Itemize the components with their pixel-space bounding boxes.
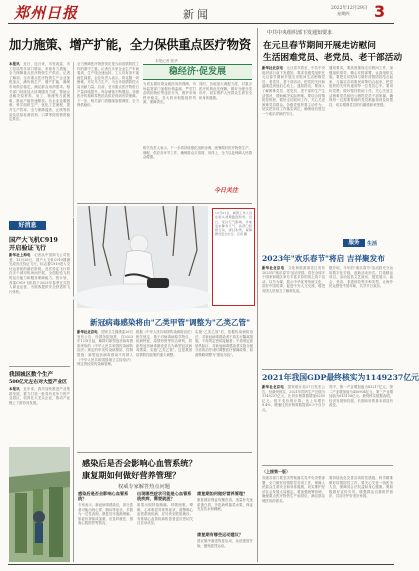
left-rule (9, 366, 70, 367)
feature-q1: 康复期如何做好营养管理？ (197, 491, 248, 496)
page-number: 3 (374, 2, 386, 21)
band-body-col1: 为切实做好群众就医用药保障，市场监管部门加强价格监测，严厉打击哄抬物价等违法行为，维护市场秩序稳定。各大药房积极组织货源，保障供应。 (143, 82, 196, 105)
mid-right-rule (262, 369, 393, 370)
right-headline-1: 在元旦春节期间开展走访慰问 (263, 41, 376, 51)
feature-headline-2: 康复期如何做好营养管理？ (82, 470, 181, 480)
photo-caption-box: 12月27日，城管工作人员在街头清理路面积雪。近日，受冷空气影响，多地迎来降雪天气，各部门积极行动，清扫积雪，保障群众安全出行。记者 摄 (212, 208, 255, 306)
gdp-headline: 2021年我国GDP最终核实为1149237亿元 (262, 373, 419, 382)
c919-body: 新华社上海电 记者从中国商飞公司获悉，12月26日，国产大飞机C919圆满完成首次验证飞行，标志着C919进入交付运营前的最后阶段。此次验证飞行将在多个城市机场间开展，全面检验飞机的运行能力和服务保障能力。按计划，首架C919飞机将于2023年春季正式投入商业运营，为旅客提供安全舒适的飞行体验。 (9, 253, 71, 294)
lead-byline: 本报记者 张华 (155, 59, 178, 63)
right-column-divider (257, 28, 258, 562)
continued-col1: 各级各部门要坚决贯彻落实党中央决策部署，全力做好疫情防控各项工作，保障人民群众生命安全和身体健康，切实维护经济社会发展大局稳定。要加强统筹协调，确保重点医疗物资生产和供应，满足群众就医用药需求。 (262, 476, 325, 503)
bottom-right-rule (262, 465, 393, 466)
left-column-divider (73, 218, 74, 562)
band-body-col2: 同时，各地加大调配力度，对重点医疗机构优先保障，做好分级分类诊疗，切实维护人民群众生命安全和身体健康。 (199, 82, 252, 100)
class-b-col1: 新华社北京电 国家卫生健康委26日发布公告，经国务院批准，自2023年1月8日起，解除对新型冠状病毒感染采取的《中华人民共和国传染病防治法》规定的甲类传染病预防、控制措施；新型冠状病毒感染不再纳入《中华人民共和国国境卫生检疫法》规定的检疫传染病管理。 (77, 330, 133, 367)
lead-bottom-rule (77, 203, 252, 204)
c919-title: 国产大飞机C919 (9, 237, 58, 244)
c919-subtitle: 开启验证飞行 (9, 245, 47, 252)
right-headline-2: 生活困难党员、老党员、老干部活动 (263, 53, 402, 63)
bottom-feature-rule (77, 452, 252, 453)
feature-q2: 康复期有哪些运动建议？ (197, 532, 244, 537)
lead-body-col2: 全力保障医疗物资供应是当前疫情防控工作的重中之重。记者在多家企业生产车间看到，生产线全速运转，工人们有条不紊地忙碌着。企业负责人表示，将克服一切困难，开足马力生产，为全市疫情防控大局贡献力量。目前，全市重点医疗物资日产量持续提升，库存储备不断增加，各级医疗机构和零售药店供应得到有效保障。下一步，相关部门将继续加强调度，全力保供稳价。 (77, 62, 139, 108)
feature-q3: 出现哪些症状可能是心血管系统疾病，需要就医？ (137, 491, 192, 501)
feature-col2: 如果出现持续胸痛、呼吸困难、晕厥、心率明显异常等症状，需警惕心血管系统疾病，应尽快到医院就诊。有基础心血管疾病的患者更应密切关注自身状况。 (137, 503, 193, 526)
continued-col2: 要持续优化完善各项防控措施，科学精准做好疫情防控工作。要关心关爱一线医务人员，保障其合法权益和身心健康。要积极做好宣传引导，增强群众自我防护意识，共同守护好美好家园。 (329, 476, 393, 499)
issue-weekday: 星期四 (337, 11, 350, 16)
city-body: 本报讯 近年来，我市加快推进产业集群发展，着力打造一批具有竞争力的产业园区，培育壮大龙头企业，推动产业链上下游协同发展。 (9, 387, 71, 405)
feature-q4: 感染后是否会影响心血管系统？ (78, 491, 129, 501)
right-top-col2: 通知要求，要高度重视走访慰问工作，加强组织领导，精心安排部署，认真组织实施。要把走访慰问与做好疫情防控结合起来，与落实各项惠民政策结合起来，把党组织的关怀传递到每一位党员心中。要用好党费，做好帮扶救助工作，关心关爱生活困难党员和因公牺牲党员干部家属，确保每一位需要帮助的党员都能得到及时帮扶，切实增强党员的归属感和荣誉感。 (329, 66, 393, 107)
issue-date: 2022年12月29日 (331, 6, 368, 11)
right-top-col1: 新华社北京电 元旦春节将至，中共中央组织部日前下发通知，要求各级党组织在元旦春节期间开展走访慰问生活困难党员、老党员、老干部活动，把党的关怀和温暖送到他们心坎上。通知指出，要深入了解困难党员、老党员、老干部的生产生活情况，帮助解决实际困难。要结合疫情防控形势，做好走访慰问工作，关心关爱困难党员群众。各级党组织要主动作为，切实把各项工作落实到位，确保他们度过一个欢乐祥和的节日。 (262, 66, 326, 116)
lead-body-col1: 本报讯 近日，连日来，市发改委、市工信局等多部门联动，采取有力措施，全力保障重点医疗物资生产供应。记者了解到，全市重点医疗物资生产企业加班加点，满负荷生产，增产扩能，确保市场供应稳定，满足群众用药需求。相关部门持续加大协调服务力度，帮助企业解决原材料、用工、物流等方面困难，推动产能快速释放。各企业克服困难，科学组织生产，优化工艺流程，提升生产效率，全力保障退热、止咳等药品及抗原检测试剂、口罩等防疫物资稳定供应。 (9, 62, 71, 122)
footer-rule (8, 564, 394, 565)
class-b-headline: 新冠病毒感染将由"乙类甲管"调整为"乙类乙管" (90, 318, 251, 327)
spring-festival-col1: 新华社北京电 文化和旅游部近日发布2023年"欢乐春节"活动安排，将在全球多个国家和地区举办丰富多彩的线上线下活动，以节为媒，展示中华优秀传统文化，讲好中国故事，促进中外人文交流，增进各国人民相互了解和友谊。 (262, 266, 326, 293)
band-title: 稳经济·促发展 (168, 67, 227, 77)
service-box-sub: 生活 (367, 241, 378, 247)
feature-col4: 建议循序渐进恢复运动，从低强度开始，避免剧烈运动。 (197, 539, 253, 548)
today-focus-logo: 今日关注 (214, 187, 239, 194)
right-kicker: 中共中央组织部下发通知要求 (267, 30, 333, 36)
feature-col3: 康复期应保证均衡饮食，适量补充优质蛋白质，多吃新鲜蔬菜水果，保证充足饮水和睡眠。 (197, 498, 253, 512)
gdp-col2: 其中，第一产业增加值为83217亿元，第二产业增加值为450904亿元，第三产业增加值为615116亿元。最终核实数据表明，经济发展韧性强，长期向好的基本面没有改变。 (329, 385, 393, 408)
stabilize-economy-band (143, 64, 252, 80)
continued-title: （上接第一版） (262, 469, 290, 474)
service-box-label: 服务 (343, 239, 365, 247)
class-b-col3: 实施"乙类乙管"后，依据传染病防治法，对新冠病毒感染者不再实行隔离措施，不再判定密切接触者；不再划定高低风险区；对新冠病毒感染者实施分级分类收治并适时调整医疗保障政策；检测策略调整为"愿检尽检"。 (195, 330, 253, 357)
snow-worker-photo (77, 206, 208, 308)
lead-headline: 加力施策、增产扩能，全力保供重点医疗物资 (9, 37, 251, 52)
section-title: 新闻 (183, 8, 211, 21)
greenhouse-photo (9, 447, 70, 562)
city-subtitle: 500亿元左右对大型产业区 (9, 379, 67, 385)
band-body-col3: 相关负责人表示，下一步将持续强化组织协调，统筹做好医疗物资生产、调配、供应各环节工作，确保群众买得到、用得上，全力以赴保障人民群众健康。 (143, 146, 252, 160)
class-b-col2: 根据《中华人民共和国传染病防治法》相关规定，基于对病毒病原学特点、疾病特征、疫情形势等综合研判，将新型冠状病毒肺炎更名为新型冠状病毒感染，实施"乙类乙管"。这是我国疫情防控政策的重大调整。 (136, 330, 192, 357)
good-news-box: 好消息 (9, 221, 46, 230)
col-divider (73, 62, 74, 217)
feature-col1: 专家表示，新冠病毒感染后，部分患者可能出现心悸、胸闷等症状，多数为一过性表现，康复后可逐渐缓解。如症状持续或加重，应及时就医，排查心肌损伤等情况。 (78, 503, 133, 526)
spring-festival-headline: 2023年"欢乐春节"将启 吉祥聚发布 (262, 254, 385, 263)
feature-headline-1: 感染后是否会影响心血管系统？ (82, 458, 197, 468)
gdp-col1: 新华社北京电 国家统计局27日发布公告，经最终核实，2021年国内生产总值为1149237亿元，比初步核算数增加6250亿元。按不变价格计算，比上年增长8.4%，增速比初步核算数提高0.3个百分点。 (262, 385, 325, 412)
masthead-rule (8, 23, 394, 24)
feature-subtitle: 权威专家解答热点问题 (118, 484, 170, 490)
city-title: 我国城区数个生产 (9, 372, 54, 378)
paper-name-logo: 郑州日报 (14, 4, 79, 22)
spring-festival-col2: 据介绍，今年的"欢乐春节"活动将充分运用数字化手段，创新活动形式，打造精品项目。活动包括文艺演出、展览展示、庙会、美食、非遗体验等多种类型，让海外民众感受中国年味，共享节日欢乐。 (329, 266, 393, 289)
